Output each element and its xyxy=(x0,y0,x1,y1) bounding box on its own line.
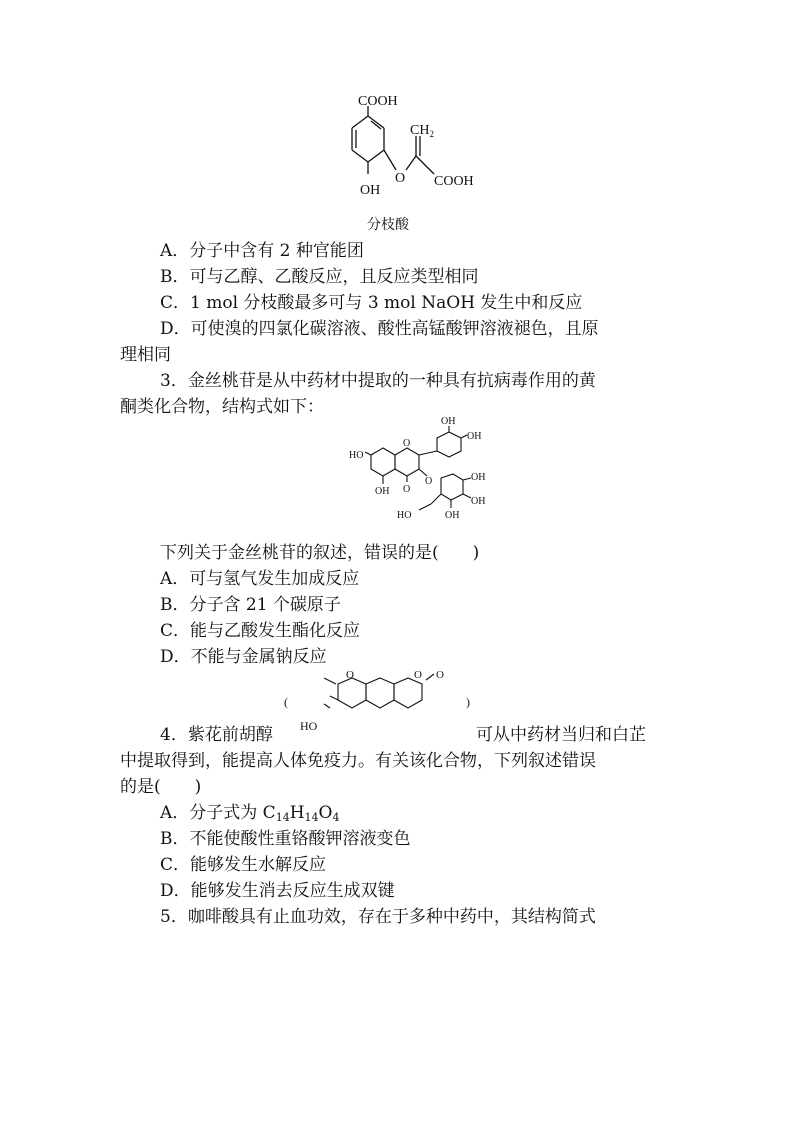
q4-option-a: A．分子式为 $C_{14}H_{14}O_4$ xyxy=(160,803,340,824)
q4-ring-oxygen-1: O xyxy=(346,669,354,681)
oh-b-top: OH xyxy=(441,416,456,427)
q3-option-b: B．分子含 21 个碳原子 xyxy=(160,595,341,615)
q2-option-a: A．分子中含有 2 种官能团 xyxy=(160,241,364,261)
q4-paren-open: ( xyxy=(284,695,288,709)
columbianetin-svg xyxy=(280,668,480,738)
chorismic-acid-structure xyxy=(330,90,500,210)
figure-caption: 分枝酸 xyxy=(367,217,409,233)
q4-stem-line2: 中提取得到，能提高人体免疫力。有关该化合物，下列叙述错误 xyxy=(120,751,596,771)
q4-carbonyl-oxygen: O xyxy=(436,669,444,681)
q4-ho-label: HO xyxy=(300,719,318,733)
ch2-label: $CH_2$ xyxy=(410,123,434,139)
oh-b-right: OH xyxy=(467,431,482,442)
q4-option-d: D．能够发生消去反应生成双键 xyxy=(160,881,395,901)
q4-stem-a: 4．紫花前胡醇 xyxy=(160,725,273,745)
ho-a-left: HO xyxy=(349,450,364,461)
cooh-right-label: COOH xyxy=(434,174,474,189)
q3-question: 下列关于金丝桃苷的叙述，错误的是( ) xyxy=(160,543,480,563)
ring-oxygen: O xyxy=(403,438,411,449)
ho-sugar-ch2: HO xyxy=(397,510,412,521)
ether-oxygen-label: O xyxy=(395,171,406,186)
q4-stem-line3: 的是( ) xyxy=(120,777,202,797)
hyperoside-structure xyxy=(345,414,525,532)
q3-stem-line2: 酮类化合物，结构式如下： xyxy=(120,397,324,417)
cooh-top-label: COOH xyxy=(358,94,398,109)
q2-option-c: C．1 mol 分枝酸最多可与 3 mol NaOH 发生中和反应 xyxy=(160,293,583,313)
q3-option-d: D．不能与金属钠反应 xyxy=(160,647,327,667)
q2-option-b: B．可与乙醇、乙酸反应，且反应类型相同 xyxy=(160,267,479,287)
glycoside-oxygen: O xyxy=(425,476,433,487)
q4-option-c: C．能够发生水解反应 xyxy=(160,855,327,875)
q4-stem-b: 可从中药材当归和白芷 xyxy=(476,725,646,745)
q5-stem: 5．咖啡酸具有止血功效，存在于多种中药中，其结构简式 xyxy=(160,907,596,927)
oh-sugar-1: OH xyxy=(471,472,486,483)
oh-sugar-3: OH xyxy=(445,510,460,521)
q2-option-d: D．可使溴的四氯化碳溶液、酸性高锰酸钾溶液褪色，且原 xyxy=(160,319,599,339)
oh-sugar-2: OH xyxy=(471,496,486,507)
hyperoside-svg xyxy=(345,414,525,532)
q4-ring-oxygen-2: O xyxy=(414,669,422,681)
carbonyl-oxygen: O xyxy=(403,484,411,495)
oh-a-bottom: OH xyxy=(375,486,390,497)
q3-option-a: A．可与氢气发生加成反应 xyxy=(160,569,360,589)
oh-label: OH xyxy=(360,183,381,198)
columbianetin-structure xyxy=(280,668,480,738)
q3-option-c: C．能与乙酸发生酯化反应 xyxy=(160,621,361,641)
q4-paren-close: ) xyxy=(466,695,470,709)
q2-option-d-cont: 理相同 xyxy=(120,345,171,365)
q4-option-b: B．不能使酸性重铬酸钾溶液变色 xyxy=(160,829,411,849)
q3-stem-line1: 3．金丝桃苷是从中药材中提取的一种具有抗病毒作用的黄 xyxy=(160,371,596,391)
chorismic-acid-svg xyxy=(330,90,500,210)
